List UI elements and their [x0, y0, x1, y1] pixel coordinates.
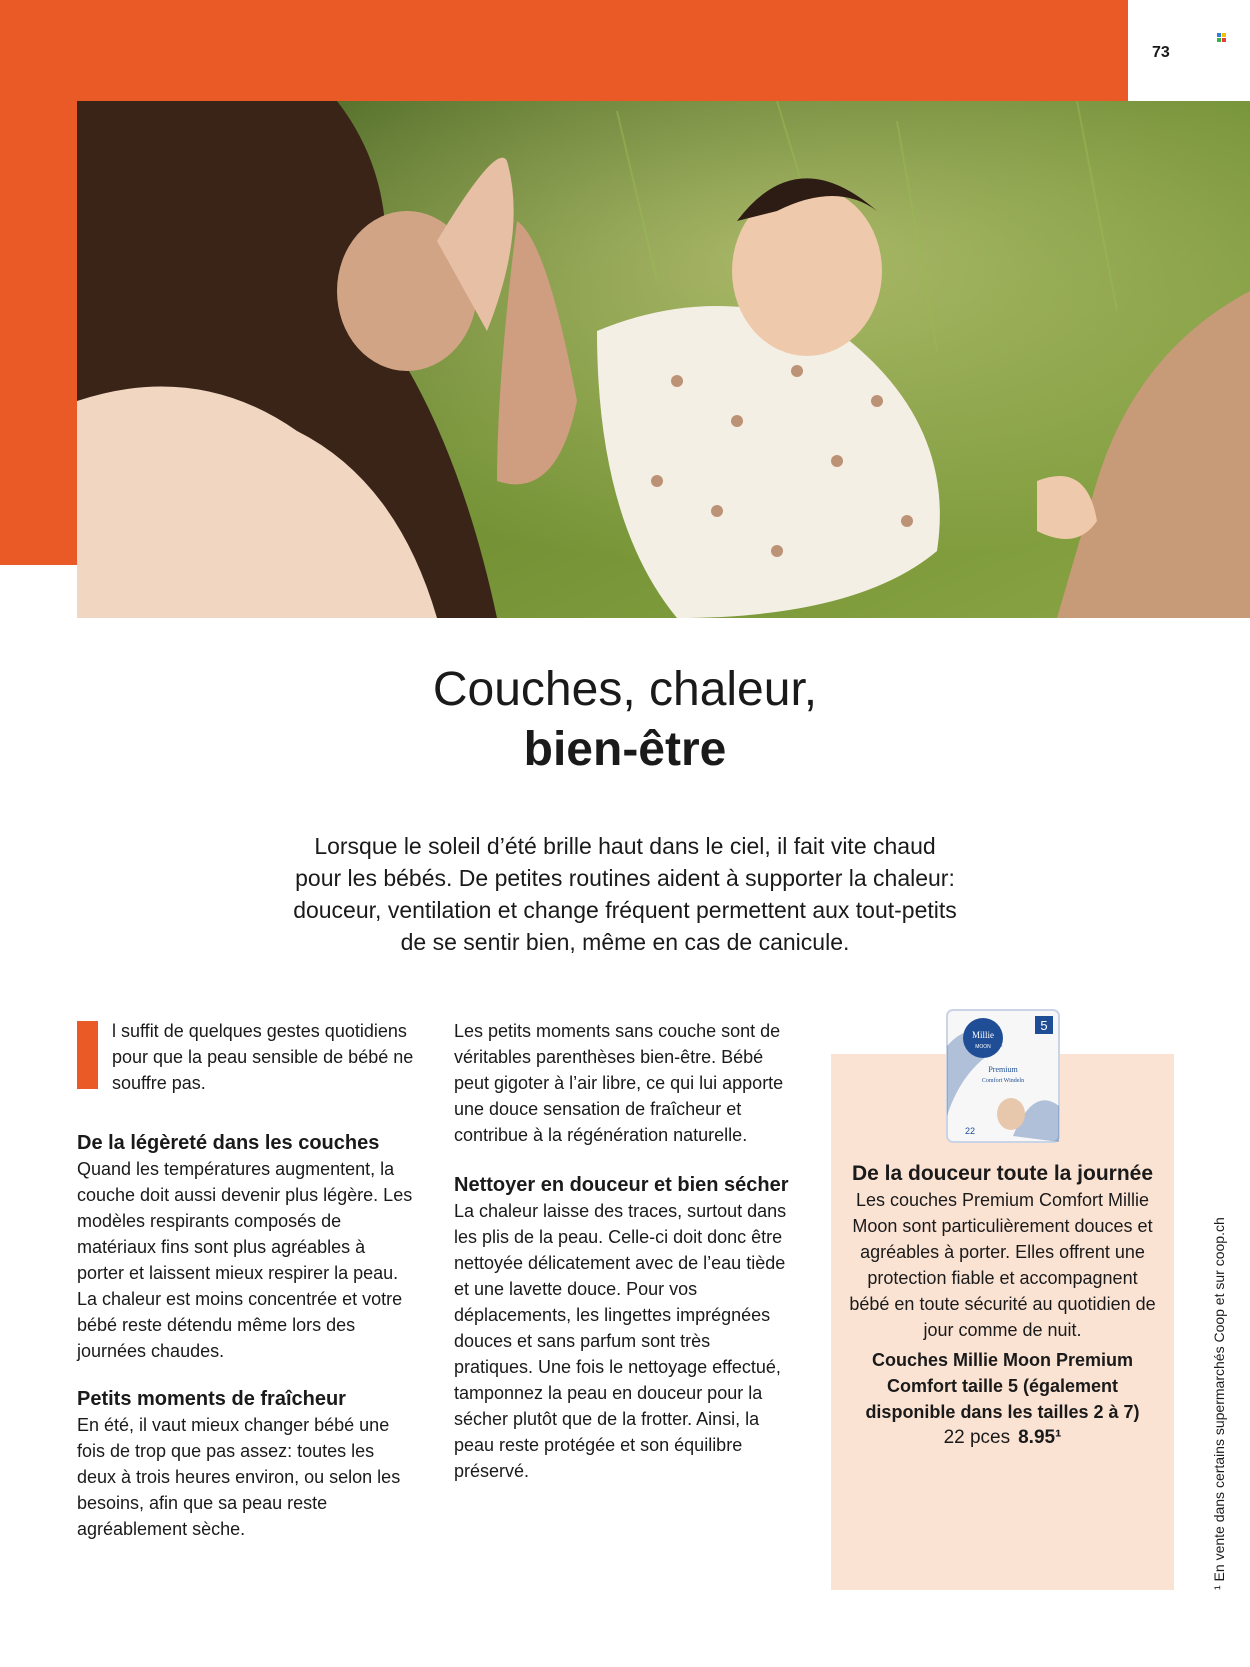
intro-line: pour les bébés. De petites routines aident à supporter la chaleur: — [295, 865, 955, 891]
intro-paragraph — [190, 830, 1060, 958]
section-title-lightness: De la légèreté dans les couches — [77, 1132, 380, 1154]
product-title: De la douceur toute la journée — [851, 1162, 1154, 1185]
product-price: 8.95¹ — [1018, 1427, 1062, 1448]
package-desc: Comfort Windeln — [981, 1078, 1025, 1084]
page-number: 73 — [1152, 44, 1170, 61]
section-body-lightness: Quand les températures augmentent, la couche doit aussi devenir plus légère. Les modèles respirants composés de matériaux fins sont plus agréables à porter et laissent mieux respirer la peau. La chaleur est moins concentrée et votre bébé reste détendu même lors des journées chaudes. — [77, 1159, 413, 1361]
column-1-lead: l suffit de quelques gestes quotidiens pour que la peau sensible de bébé ne souffre pas. — [112, 1021, 414, 1093]
package-count: 22 — [965, 1126, 976, 1136]
package-size: 5 — [1040, 1018, 1048, 1033]
product-quantity: 22 pces — [943, 1427, 1011, 1448]
intro-line: douceur, ventilation et change fréquent permettent aux tout-petits — [293, 897, 957, 923]
publisher-logo-icon — [1217, 33, 1227, 43]
column-2-lead: Les petits moments sans couche sont de véritables parenthèses bien-être. Bébé peut gigoter à l’air libre, ce qui lui apporte une douce sensation de fraîcheur et contribue à la régénération naturelle. — [454, 1021, 784, 1145]
intro-line: de se sentir bien, même en cas de canicule. — [400, 929, 850, 955]
section-body-freshness: En été, il vaut mieux changer bébé une fois de trop que pas assez: toutes les deux à trois heures environ, ou selon les besoins, afin que sa peau reste agréablement sèche. — [77, 1415, 401, 1539]
product-name: Couches Millie Moon Premium Comfort taille 5 (également disponible dans les tailles 2 à 7) — [865, 1350, 1140, 1422]
product-info — [845, 1160, 1160, 1451]
availability-footnote: ¹ En vente dans certains supermarchés Coop et sur coop.ch — [1211, 1217, 1227, 1590]
article-column-1 — [77, 1018, 417, 1542]
section-title-cleaning: Nettoyer en douceur et bien sécher — [454, 1174, 789, 1196]
headline-line-2: bien-être — [523, 723, 727, 776]
intro-line: Lorsque le soleil d’été brille haut dans le ciel, il fait vite chaud — [314, 833, 936, 859]
product-description: Les couches Premium Comfort Millie Moon sont particulièrement douces et agréables à porter. Elles offrent une protection fiable et accompagnent bébé en toute sécurité au quotidien de jour comme de nuit. — [849, 1190, 1156, 1340]
headline-line-1: Couches, chaleur, — [432, 663, 818, 716]
section-body-cleaning: La chaleur laisse des traces, surtout dans les plis de la peau. Celle-ci doit donc être nettoyée délicatement avec de l’eau tiède et une lavette douce. Pour vos déplacements, les lingettes imprégnées douces et sans parfum sont très pratiques. Une fois le nettoyage effectué, tamponnez la peau en douceur pour la sécher plutôt que de la frotter. Ainsi, la peau reste protégée et son équilibre préservé. — [454, 1201, 787, 1481]
article-headline — [0, 660, 1250, 780]
package-sub: MOON — [975, 1044, 991, 1050]
price-row — [845, 1425, 1160, 1451]
package-line: Premium — [988, 1065, 1018, 1074]
diaper-package-image — [943, 1006, 1063, 1146]
article-column-2 — [454, 1018, 794, 1484]
package-brand: Millie — [972, 1030, 994, 1040]
hero-photo-mother-and-baby — [77, 101, 1250, 618]
section-title-freshness: Petits moments de fraîcheur — [77, 1388, 346, 1410]
